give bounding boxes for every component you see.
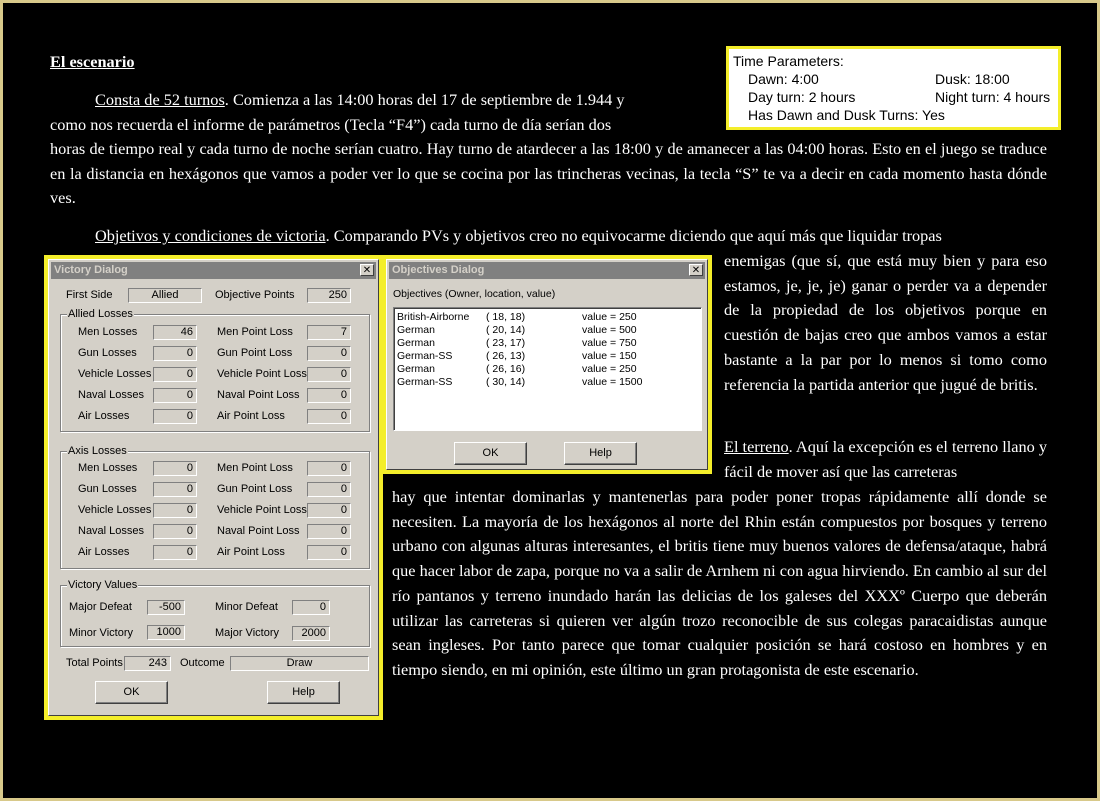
ok-button[interactable]: OK	[454, 442, 527, 465]
allied-naval-point-loss-field: 0	[307, 388, 351, 403]
axis-vehicle-losses-label: Vehicle Losses	[78, 504, 152, 516]
allied-vehicle-losses-label: Vehicle Losses	[78, 368, 152, 380]
axis-gun-point-loss-field: 0	[307, 482, 351, 497]
objective-owner: German	[397, 363, 435, 375]
axis-vehicle-point-loss-label: Vehicle Point Loss	[217, 504, 307, 516]
objective-points-label: Objective Points	[215, 289, 295, 301]
allied-vehicle-point-loss-label: Vehicle Point Loss	[217, 368, 307, 380]
paragraph-text: como nos recuerda el informe de parámetros (Tecla “F4”) cada turno de día serían dos	[50, 114, 612, 134]
allied-air-losses-label: Air Losses	[78, 410, 130, 422]
objectives-dialog-title: Objectives Dialog	[392, 264, 485, 276]
paragraph-victory-intro	[50, 224, 1047, 249]
objective-owner: German-SS	[397, 350, 453, 362]
close-icon[interactable]: ✕	[360, 264, 374, 276]
time-parameters-panel	[726, 46, 1061, 130]
day-turn-value: Day turn: 2 hours	[748, 89, 856, 105]
victory-dialog-titlebar[interactable]	[51, 262, 376, 279]
axis-naval-point-loss-label: Naval Point Loss	[217, 525, 300, 537]
paragraph-text: . Aquí la excepción es el terreno llano y fácil de mover así que las carreteras	[724, 437, 1047, 481]
minor-victory-label: Minor Victory	[69, 627, 133, 639]
link-victory-conditions[interactable]: Objetivos y condiciones de victoria	[95, 226, 326, 245]
victory-dialog-title: Victory Dialog	[54, 264, 128, 276]
close-icon[interactable]: ✕	[689, 264, 703, 276]
paragraph-text: . Comparando PVs y objetivos creo no equivocarme diciendo que aquí más que liquidar tropas	[325, 226, 942, 245]
night-turn-value: Night turn: 4 hours	[935, 89, 1051, 105]
axis-naval-losses-field: 0	[153, 524, 197, 539]
major-victory-field: 2000	[292, 626, 330, 641]
first-side-field: Allied	[128, 288, 202, 303]
allied-vehicle-point-loss-field: 0	[307, 367, 351, 382]
objective-loc: ( 30, 14)	[486, 376, 526, 388]
allied-gun-losses-field: 0	[153, 346, 197, 361]
link-terrain[interactable]: El terreno	[724, 437, 789, 456]
list-item[interactable]	[397, 363, 697, 376]
objective-loc: ( 20, 14)	[486, 324, 526, 336]
objective-value: value = 250	[582, 311, 637, 323]
help-button[interactable]: Help	[267, 681, 340, 704]
paragraph-terrain-intro	[724, 435, 1047, 484]
minor-defeat-field: 0	[292, 600, 330, 615]
axis-men-losses-label: Men Losses	[78, 462, 138, 474]
objective-value: value = 1500	[582, 376, 643, 388]
allied-air-losses-field: 0	[153, 409, 197, 424]
axis-air-losses-label: Air Losses	[78, 546, 130, 558]
objective-value: value = 150	[582, 350, 637, 362]
list-item[interactable]	[397, 337, 697, 350]
allied-gun-point-loss-label: Gun Point Loss	[217, 347, 293, 359]
allied-gun-losses-label: Gun Losses	[78, 347, 137, 359]
allied-losses-title: Allied Losses	[68, 308, 133, 320]
objective-loc: ( 23, 17)	[486, 337, 526, 349]
objective-loc: ( 26, 13)	[486, 350, 526, 362]
objective-value: value = 750	[582, 337, 637, 349]
axis-vehicle-losses-field: 0	[153, 503, 197, 518]
axis-air-point-loss-field: 0	[307, 545, 351, 560]
allied-naval-losses-label: Naval Losses	[78, 389, 145, 401]
objective-loc: ( 26, 16)	[486, 363, 526, 375]
paragraph-terrain-rest: hay que intentar dominarlas y mantenerlas para poder poner tropas rápidamente allí donde se necesiten. La mayoría de los hexágonos al norte del Rhin están compuestos por bosques y terreno urbano con algunas alturas interesantes, el britis tiene muy buenos valores de defensa/ataque, habrá que hacer labor de zapa, porque no va a salir de Arnhem ni con agua hirviendo. En cambio al sur del río pantanos y terreno inundado harán las delicias de los galeses del XXXº Cuerpo que deberán utilizar las carreteras si quieren ver algún trozo reconocible de sus colegas paracaidistas aunque sean ingleses. Por tanto parece que tomar cualquier posición se hará costoso en hombres y en tiempo siendo, en mi opinión, este último un gran protagonista de este escenario.	[392, 487, 1047, 679]
paragraph-turns-intro	[50, 88, 715, 137]
total-points-field: 243	[124, 656, 171, 671]
objectives-caption: Objectives (Owner, location, value)	[393, 288, 556, 300]
axis-men-point-loss-field: 0	[307, 461, 351, 476]
major-defeat-label: Major Defeat	[69, 601, 132, 613]
victory-dialog	[48, 259, 379, 716]
major-victory-label: Major Victory	[215, 627, 279, 639]
allied-men-losses-field: 46	[153, 325, 197, 340]
axis-naval-losses-label: Naval Losses	[78, 525, 145, 537]
link-turns[interactable]: Consta de 52 turnos	[95, 90, 225, 109]
dawn-value: Dawn: 4:00	[748, 71, 819, 87]
allied-air-point-loss-label: Air Point Loss	[217, 410, 285, 422]
axis-vehicle-point-loss-field: 0	[307, 503, 351, 518]
paragraph-victory-side: enemigas (que sí, que está muy bien y para eso estamos, je, je, je) ganar o perder va a depender de la propiedad de los objetivos porque en cuestión de bajas creo que ambos vamos a estar bastante a la par por lo menos si tomo como referencia la partida anterior que jugué de britis.	[724, 251, 1047, 394]
allied-air-point-loss-field: 0	[307, 409, 351, 424]
allied-men-losses-label: Men Losses	[78, 326, 138, 338]
list-item[interactable]	[397, 311, 697, 324]
total-points-label: Total Points	[66, 657, 123, 669]
objectives-dialog	[386, 259, 708, 470]
objective-value: value = 500	[582, 324, 637, 336]
objective-owner: German	[397, 337, 435, 349]
axis-gun-losses-field: 0	[153, 482, 197, 497]
dusk-value: Dusk: 18:00	[935, 71, 1010, 87]
ok-button[interactable]: OK	[95, 681, 168, 704]
paragraph-text: . Comienza a las 14:00 horas del 17 de septiembre de 1.944 y	[224, 90, 625, 109]
objectives-dialog-titlebar[interactable]	[389, 262, 705, 279]
outcome-field: Draw	[230, 656, 369, 671]
time-params-title: Time Parameters:	[733, 53, 844, 69]
allied-vehicle-losses-field: 0	[153, 367, 197, 382]
outcome-label: Outcome	[180, 657, 225, 669]
allied-men-point-loss-field: 7	[307, 325, 351, 340]
objectives-listbox[interactable]	[393, 307, 702, 431]
section-title-escenario: El escenario	[50, 52, 135, 71]
list-item[interactable]	[397, 350, 697, 363]
axis-losses-title: Axis Losses	[68, 445, 127, 457]
objective-owner: German	[397, 324, 435, 336]
allied-naval-point-loss-label: Naval Point Loss	[217, 389, 300, 401]
axis-air-point-loss-label: Air Point Loss	[217, 546, 285, 558]
objective-points-field: 250	[307, 288, 351, 303]
help-button[interactable]: Help	[564, 442, 637, 465]
list-item[interactable]	[397, 324, 697, 337]
list-item[interactable]	[397, 376, 697, 389]
axis-naval-point-loss-field: 0	[307, 524, 351, 539]
minor-victory-field: 1000	[147, 625, 185, 640]
objective-owner: British-Airborne	[397, 311, 470, 323]
first-side-label: First Side	[66, 289, 113, 301]
minor-defeat-label: Minor Defeat	[215, 601, 278, 613]
axis-gun-point-loss-label: Gun Point Loss	[217, 483, 293, 495]
axis-gun-losses-label: Gun Losses	[78, 483, 137, 495]
objective-owner: German-SS	[397, 376, 453, 388]
victory-values-title: Victory Values	[68, 579, 138, 591]
allied-men-point-loss-label: Men Point Loss	[217, 326, 293, 338]
dawn-dusk-turns-value: Has Dawn and Dusk Turns: Yes	[748, 107, 945, 123]
major-defeat-field: -500	[147, 600, 185, 615]
axis-air-losses-field: 0	[153, 545, 197, 560]
allied-naval-losses-field: 0	[153, 388, 197, 403]
objective-loc: ( 18, 18)	[486, 311, 526, 323]
axis-men-losses-field: 0	[153, 461, 197, 476]
objective-value: value = 250	[582, 363, 637, 375]
axis-men-point-loss-label: Men Point Loss	[217, 462, 293, 474]
allied-gun-point-loss-field: 0	[307, 346, 351, 361]
paragraph-turns-rest: horas de tiempo real y cada turno de noche serían cuatro. Hay turno de atardecer a las 18:00 y de amanecer a las 04:00 horas. Esto en el juego se traduce en la distancia en hexágonos que vamos a poder ver lo que se cocina por las trincheras vecinas, la tecla “S” te va a decir en cada momento hasta dónde ves.	[50, 139, 1047, 208]
